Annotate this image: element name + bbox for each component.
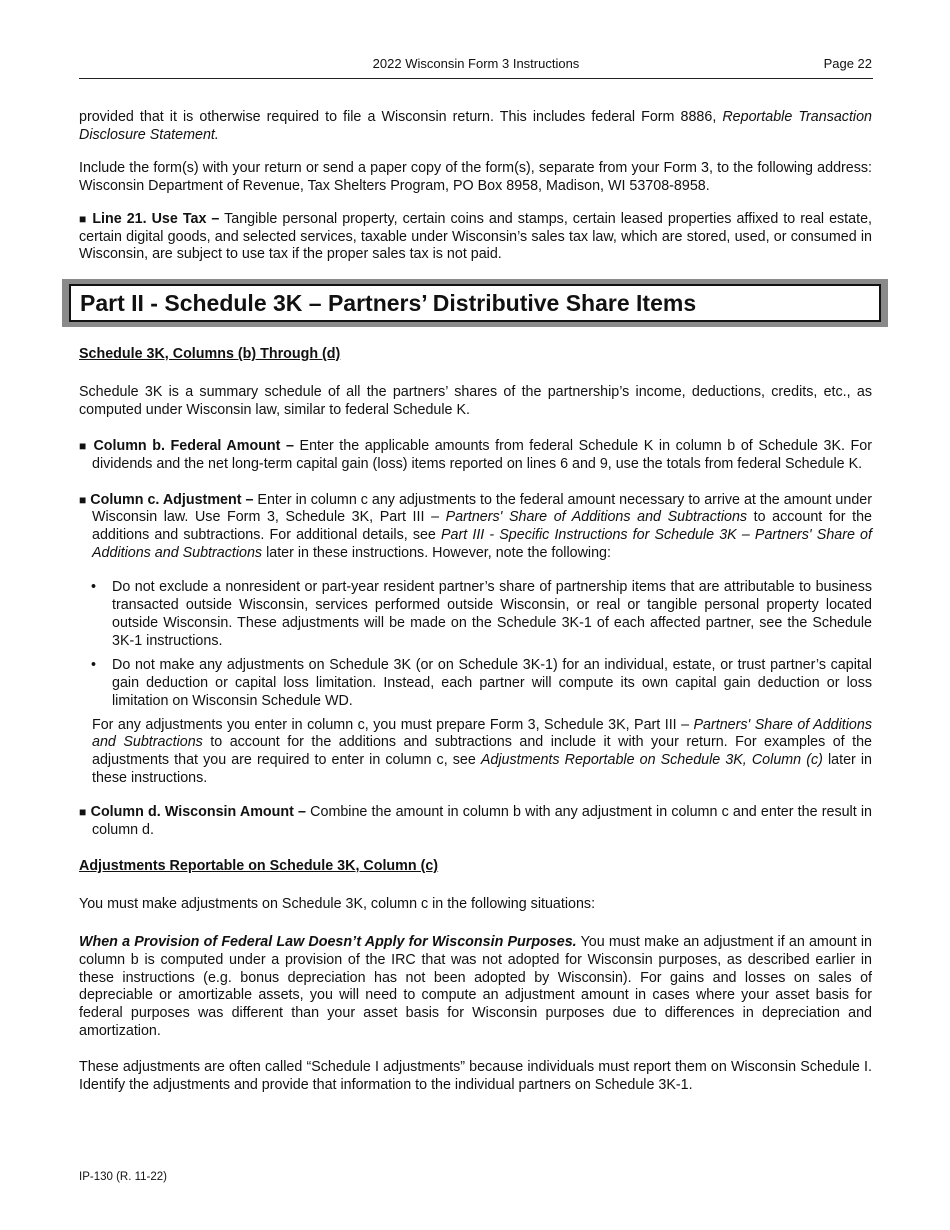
square-bullet-icon: ■ xyxy=(79,438,88,453)
section-heading-adjustments: Adjustments Reportable on Schedule 3K, Column (c) xyxy=(79,857,439,874)
part-banner xyxy=(62,279,888,327)
part-title: Part II - Schedule 3K – Partners’ Distributive Share Items xyxy=(69,284,881,322)
adjustments-intro: You must make adjustments on Schedule 3K, column c in the following situations: xyxy=(79,895,596,912)
column-c-followup-paragraph: For any adjustments you enter in column c, you must prepare Form 3, Schedule 3K, Part III – Partners' Share of Additions and Subtractions to account for the additions and subtractions and include it with your return. For examples of the adjustments that you are required to enter in column c, see Adjustments Reportable on Schedule 3K, Column (c) later in these instructions. xyxy=(92,716,873,787)
bullet-icon: • xyxy=(91,579,97,596)
page-number: Page 22 xyxy=(823,56,872,71)
list-item: • Do not exclude a nonresident or part-year resident partner’s share of partnership items that are attributable to business transacted outside Wisconsin, services performed outside Wisconsin, or real or tangible personal property located outside Wisconsin. These adjustments will be made on the Schedule 3K-1 of each affected partner, see the Schedule 3K-1 instructions. xyxy=(91,579,872,649)
intro-section xyxy=(79,109,872,264)
list-item: • Do not make any adjustments on Schedule 3K (or on Schedule 3K-1) for an individual, estate, or trust partner’s capital gain deduction or capital loss limitation. Instead, each partner will compute its own capital gain deduction or loss limitation on Wisconsin Schedule WD. xyxy=(91,656,872,709)
square-bullet-icon: ■ xyxy=(79,211,88,226)
summary-paragraph: Schedule 3K is a summary schedule of all the partners’ shares of the partnership’s income, deductions, credits, etc., as computed under Wisconsin law, similar to federal Schedule K. xyxy=(79,383,872,418)
federal-provision-paragraph: When a Provision of Federal Law Doesn’t Apply for Wisconsin Purposes. You must make an adjustment if an amount in column b is computed under a provision of the IRC that was not adopted for Wisconsin purposes, as described earlier in these instructions (e.g. bonus depreciation has not been adopted by Wisconsin). For gains and losses on sales of depreciable or amortizable assets, you will need to compute an adjustment amount in cases where your asset basis for federal purposes was different than your asset basis for Wisconsin purposes due to differences in depreciation and amortization. xyxy=(79,933,872,1040)
square-bullet-icon: ■ xyxy=(79,805,87,820)
line21-paragraph: ■ Line 21. Use Tax – Tangible personal property, certain coins and stamps, certain leased properties affixed to real estate, certain digital goods, and selected services, taxable under Wisconsin’s sales tax law, which are stored, used, or consumed in Wisconsin, are subject to use tax if the proper sales tax is not paid. xyxy=(79,210,873,263)
column-b-paragraph: ■ Column b. Federal Amount – Enter the applicable amounts from federal Schedule K in column b of Schedule 3K. For dividends and the net long-term capital gain (loss) items reported on lines 6 and 9, use the totals from federal Schedule K. xyxy=(79,437,873,472)
square-bullet-icon: ■ xyxy=(79,492,87,507)
intro-paragraph-2: Include the form(s) with your return or send a paper copy of the form(s), separate from your Form 3, to the following address: Wisconsin Department of Revenue, Tax Shelters Program, PO Box 8958, Madison, WI 53708-8958. xyxy=(79,159,872,194)
document-title: 2022 Wisconsin Form 3 Instructions xyxy=(372,56,580,71)
form-identifier: IP-130 (R. 11-22) xyxy=(79,1171,167,1183)
intro-paragraph-1: provided that it is otherwise required to file a Wisconsin return. This includes federal Form 8886, Reportable Transaction Disclosure Statement. xyxy=(79,109,872,143)
page-header xyxy=(79,55,873,79)
bullet-icon: • xyxy=(91,656,97,673)
column-d-paragraph: ■ Column d. Wisconsin Amount – Combine the amount in column b with any adjustment in column c and enter the result in column d. xyxy=(79,804,872,839)
adjustment-notes-list xyxy=(79,579,872,710)
schedule-i-paragraph: These adjustments are often called “Schedule I adjustments” because individuals must report them on Wisconsin Schedule I. Identify the adjustments and provide that information to the individual partners on Schedule 3K-1. xyxy=(79,1059,872,1094)
column-c-paragraph: ■ Column c. Adjustment – Enter in column c any adjustments to the federal amount necessary to arrive at the amount under Wisconsin law. Use Form 3, Schedule 3K, Part III – Partners' Share of Additions and Subtractions to account for the additions and subtractions. For additional details, see Part III - Specific Instructions for Schedule 3K – Partners' Share of Additions and Subtractions later in these instructions. However, note the following: xyxy=(79,491,873,562)
section-heading-columns: Schedule 3K, Columns (b) Through (d) xyxy=(79,346,341,362)
section-columns xyxy=(79,346,872,1095)
